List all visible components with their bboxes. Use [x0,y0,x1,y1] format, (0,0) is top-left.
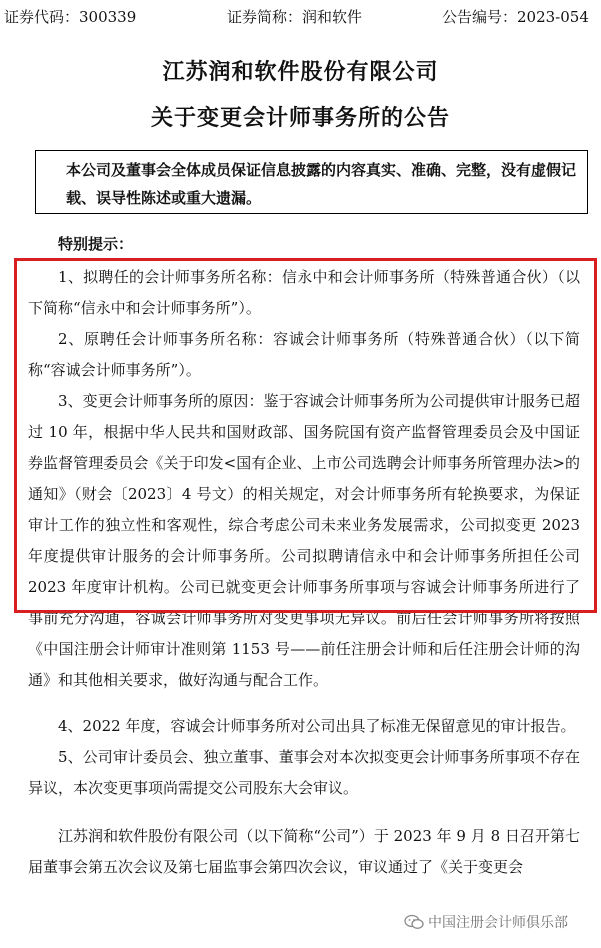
paragraph-3: 3、变更会计师事务所的原因：鉴于容诚会计师事务所为公司提供审计服务已超过 10 年，根据中华人民共和国财政部、国务院国有资产监督管理委员会及中国证券监督管理委员会《关于印发<国有企业、上市公司选聘会计师事务所管理办法>的通知》（财会〔2023〕4 号文）的相关规定，对会计师事务所有轮换要求，为保证审计工作的独立性和客观性，综合考虑公司未来业务发展需求，公司拟变更 2023 年度提供审计服务的会计师事务所。公司拟聘请信永中和会计师事务所担任公司 2023 年度审计机构。公司已就变更会计师事务所事项与容诚会计师事务所进行了事前充分沟通，容诚会计师事务所对变更事项无异议。前后任会计师事务所将按照《中国注册会计师审计准则第 1153 号——前任注册会计师和后任注册会计师的沟通》和其他相关要求，做好沟通与配合工作。 [28,392,580,689]
paragraph-5: 5、公司审计委员会、独立董事、董事会对本次拟变更会计师事务所事项不存在异议，本次变更事项尚需提交公司股东大会审议。 [28,748,580,797]
red-highlight-box [14,258,597,613]
header-announcement-number: 公告编号：2023-054 [442,8,589,26]
paragraph-2: 2、原聘任会计师事务所名称：容诚会计师事务所（特殊普通合伙）（以下简称“容诚会计师事务所”）。 [28,330,580,379]
special-tips-heading: 特别提示： [58,235,134,253]
company-title: 江苏润和软件股份有限公司 [162,59,439,85]
wechat-icon [404,914,424,930]
paragraph-1: 1、拟聘任的会计师事务所名称：信永中和会计师事务所（特殊普通合伙）（以下简称“信永中和会计师事务所”）。 [28,268,580,317]
disclosure-notice-text: 本公司及董事会全体成员保证信息披露的内容真实、准确、完整，没有虚假记载、误导性陈述或重大遗漏。 [66,161,577,207]
watermark-text: 中国注册会计师俱乐部 [428,915,568,931]
announcement-title: 关于变更会计师事务所的公告 [150,105,450,131]
paragraph-4: 4、2022 年度，容诚会计师事务所对公司出具了标准无保留意见的审计报告。 [58,717,576,735]
paragraph-intro: 江苏润和软件股份有限公司（以下简称“公司”）于 2023 年 9 月 8 日召开第七届董事会第五次会议及第七届监事会第四次会议，审议通过了《关于变更会 [28,827,580,876]
disclosure-notice-box [35,150,588,214]
watermark [404,912,568,932]
header-security-code: 证券代码：300339 [4,8,137,26]
header-security-abbr: 证券简称：润和软件 [227,8,363,26]
